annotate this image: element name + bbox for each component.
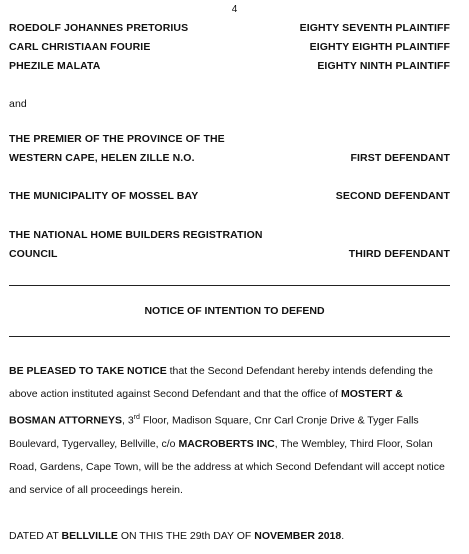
defendant-role: SECOND DEFENDANT <box>335 190 450 202</box>
notice-lead: BE PLEASED TO TAKE NOTICE <box>9 365 167 377</box>
defendant-name: COUNCIL <box>9 248 58 260</box>
dated-prefix: DATED AT <box>9 530 62 542</box>
defendant-name: THE NATIONAL HOME BUILDERS REGISTRATION <box>9 229 263 241</box>
body-text: , 3 <box>121 414 134 427</box>
notice-body <box>9 360 450 502</box>
top-rule <box>9 285 450 286</box>
floor-suffix: rd <box>133 414 140 421</box>
dated-place: BELLVILLE <box>61 530 118 542</box>
bottom-rule <box>9 336 450 337</box>
defendant-name: THE MUNICIPALITY OF MOSSEL BAY <box>9 190 199 202</box>
dated-suffix: . <box>341 530 345 542</box>
plaintiff-role: EIGHTY SEVENTH PLAINTIFF <box>299 22 450 34</box>
body-text: that the Second Defendant hereby intends defending the above action instituted against Second Defendant and that the office of <box>9 365 433 400</box>
defendant-role: THIRD DEFENDANT <box>348 248 450 260</box>
plaintiff-name: ROEDOLF JOHANNES PRETORIUS <box>9 22 189 34</box>
plaintiff-role: EIGHTY NINTH PLAINTIFF <box>317 60 450 72</box>
plaintiff-role: EIGHTY EIGHTH PLAINTIFF <box>309 41 450 53</box>
page-number: 4 <box>231 4 238 15</box>
notice-title: NOTICE OF INTENTION TO DEFEND <box>144 305 325 317</box>
dated-middle: ON THIS THE 29th DAY OF <box>117 530 255 542</box>
and-separator: and <box>9 98 27 110</box>
body-text: , The Wembley, Third Floor, Solan Road, Gardens, Cape Town, will be the address at which Second Defendant will accept notice and service of all proceedings herein. <box>9 437 445 496</box>
defendant-name: THE PREMIER OF THE PROVINCE OF THE <box>9 133 225 145</box>
defendant-name: WESTERN CAPE, HELEN ZILLE N.O. <box>9 152 195 164</box>
body-text: Floor, Madison Square, Cnr Carl Cronje Drive & Tyger Falls Boulevard, Tygervalley, Bellville, c/o <box>9 414 419 450</box>
dated-month-year: NOVEMBER 2018 <box>254 530 342 542</box>
defendant-role: FIRST DEFENDANT <box>350 152 450 164</box>
attorney-firm: MOSTERT & BOSMAN ATTORNEYS <box>9 388 403 427</box>
plaintiff-name: CARL CHRISTIAAN FOURIE <box>9 41 151 53</box>
dated-line <box>9 530 344 542</box>
correspondent-firm: MACROBERTS INC <box>178 437 275 450</box>
plaintiff-name: PHEZILE MALATA <box>9 60 101 72</box>
